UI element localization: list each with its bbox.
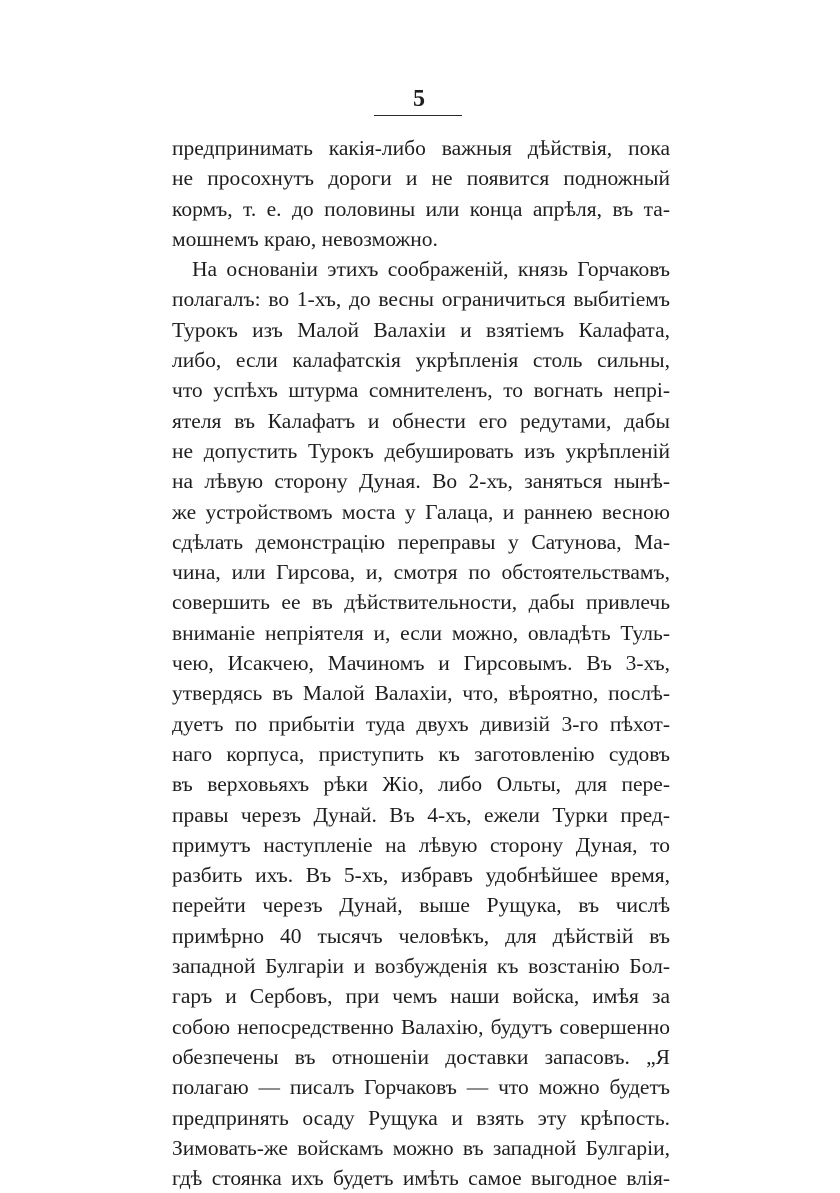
text-line: Зимовать-же войскамъ можно въ западной Булгаріи, xyxy=(172,1135,670,1160)
text-line: утвердясь въ Малой Валахіи, что, вѣроятно, послѣ- xyxy=(172,681,670,706)
text-line: что успѣхъ штурма сомнителенъ, то вогнать непрі- xyxy=(172,378,670,403)
header-rule xyxy=(374,115,462,116)
text-line: Турокъ изъ Малой Валахіи и взятіемъ Калафата, xyxy=(172,317,670,342)
text-line: чина, или Гирсова, и, смотря по обстоятельствамъ, xyxy=(172,560,670,585)
text-line: въ верховьяхъ рѣки Жіо, либо Ольты, для пере- xyxy=(172,772,670,797)
text-line: правы черезъ Дунай. Въ 4-хъ, ежели Турки пред- xyxy=(172,802,670,827)
text-line: предпринять осаду Рущука и взять эту крѣпость. xyxy=(172,1105,670,1130)
text-line: западной Булгаріи и возбужденія къ возстанію Бол- xyxy=(172,954,670,979)
text-line: не просохнутъ дороги и не появится подножный xyxy=(172,166,670,191)
text-line: дуетъ по прибытіи туда двухъ дивизій 3-го пѣхот- xyxy=(172,711,670,736)
text-line: наго корпуса, приступить къ заготовленію судовъ xyxy=(172,741,670,766)
text-line: На основаніи этихъ соображеній, князь Горчаковъ xyxy=(192,257,670,282)
text-line: примутъ наступленіе на лѣвую сторону Дуная, то xyxy=(172,832,670,857)
text-line: предпринимать какія-либо важныя дѣйствія, пока xyxy=(172,136,670,160)
text-line: на лѣвую сторону Дуная. Во 2-хъ, заняться нынѣ- xyxy=(172,469,670,494)
text-line: полагалъ: во 1-хъ, до весны ограничиться выбитіемъ xyxy=(172,287,670,312)
text-line: не допустить Турокъ дебушировать изъ укрѣпленій xyxy=(172,438,670,463)
text-line: полагаю — писалъ Горчаковъ — что можно будетъ xyxy=(172,1075,670,1100)
body-text xyxy=(172,133,670,1193)
page-number: 5 xyxy=(413,86,425,112)
text-line: сдѣлать демонстрацію переправы у Сатунова, Ма- xyxy=(172,529,670,554)
text-line: гдѣ стоянка ихъ будетъ имѣть самое выгодное влія- xyxy=(172,1166,670,1191)
text-line: обезпечены въ отношеніи доставки запасовъ. „Я xyxy=(172,1044,670,1069)
text-line: либо, если калафатскія укрѣпленія столь сильны, xyxy=(172,348,670,373)
text-line: собою непосредственно Валахію, будутъ совершенно xyxy=(172,1014,670,1039)
text-line: кормъ, т. е. до половины или конца апрѣля, въ та- xyxy=(172,196,670,221)
text-line: перейти черезъ Дунай, выше Рущука, въ числѣ xyxy=(172,893,670,918)
text-line: гаръ и Сербовъ, при чемъ наши войска, имѣя за xyxy=(172,984,670,1009)
text-line: чею, Исакчею, Мачиномъ и Гирсовымъ. Въ 3-хъ, xyxy=(172,651,670,676)
text-line: совершить ее въ дѣйствительности, дабы привлечь xyxy=(172,590,670,615)
text-line: примѣрно 40 тысячъ человѣкъ, для дѣйствій въ xyxy=(172,923,670,948)
text-line: мошнемъ краю, невозможно. xyxy=(172,226,438,251)
text-line: вниманіе непріятеля и, если можно, овладѣть Туль- xyxy=(172,620,670,645)
text-line: разбить ихъ. Въ 5-хъ, избравъ удобнѣйшее время, xyxy=(172,863,670,888)
text-line: же устройствомъ моста у Галаца, и раннею весною xyxy=(172,499,670,524)
text-line: ятеля въ Калафатъ и обнести его редутами, дабы xyxy=(172,408,670,433)
